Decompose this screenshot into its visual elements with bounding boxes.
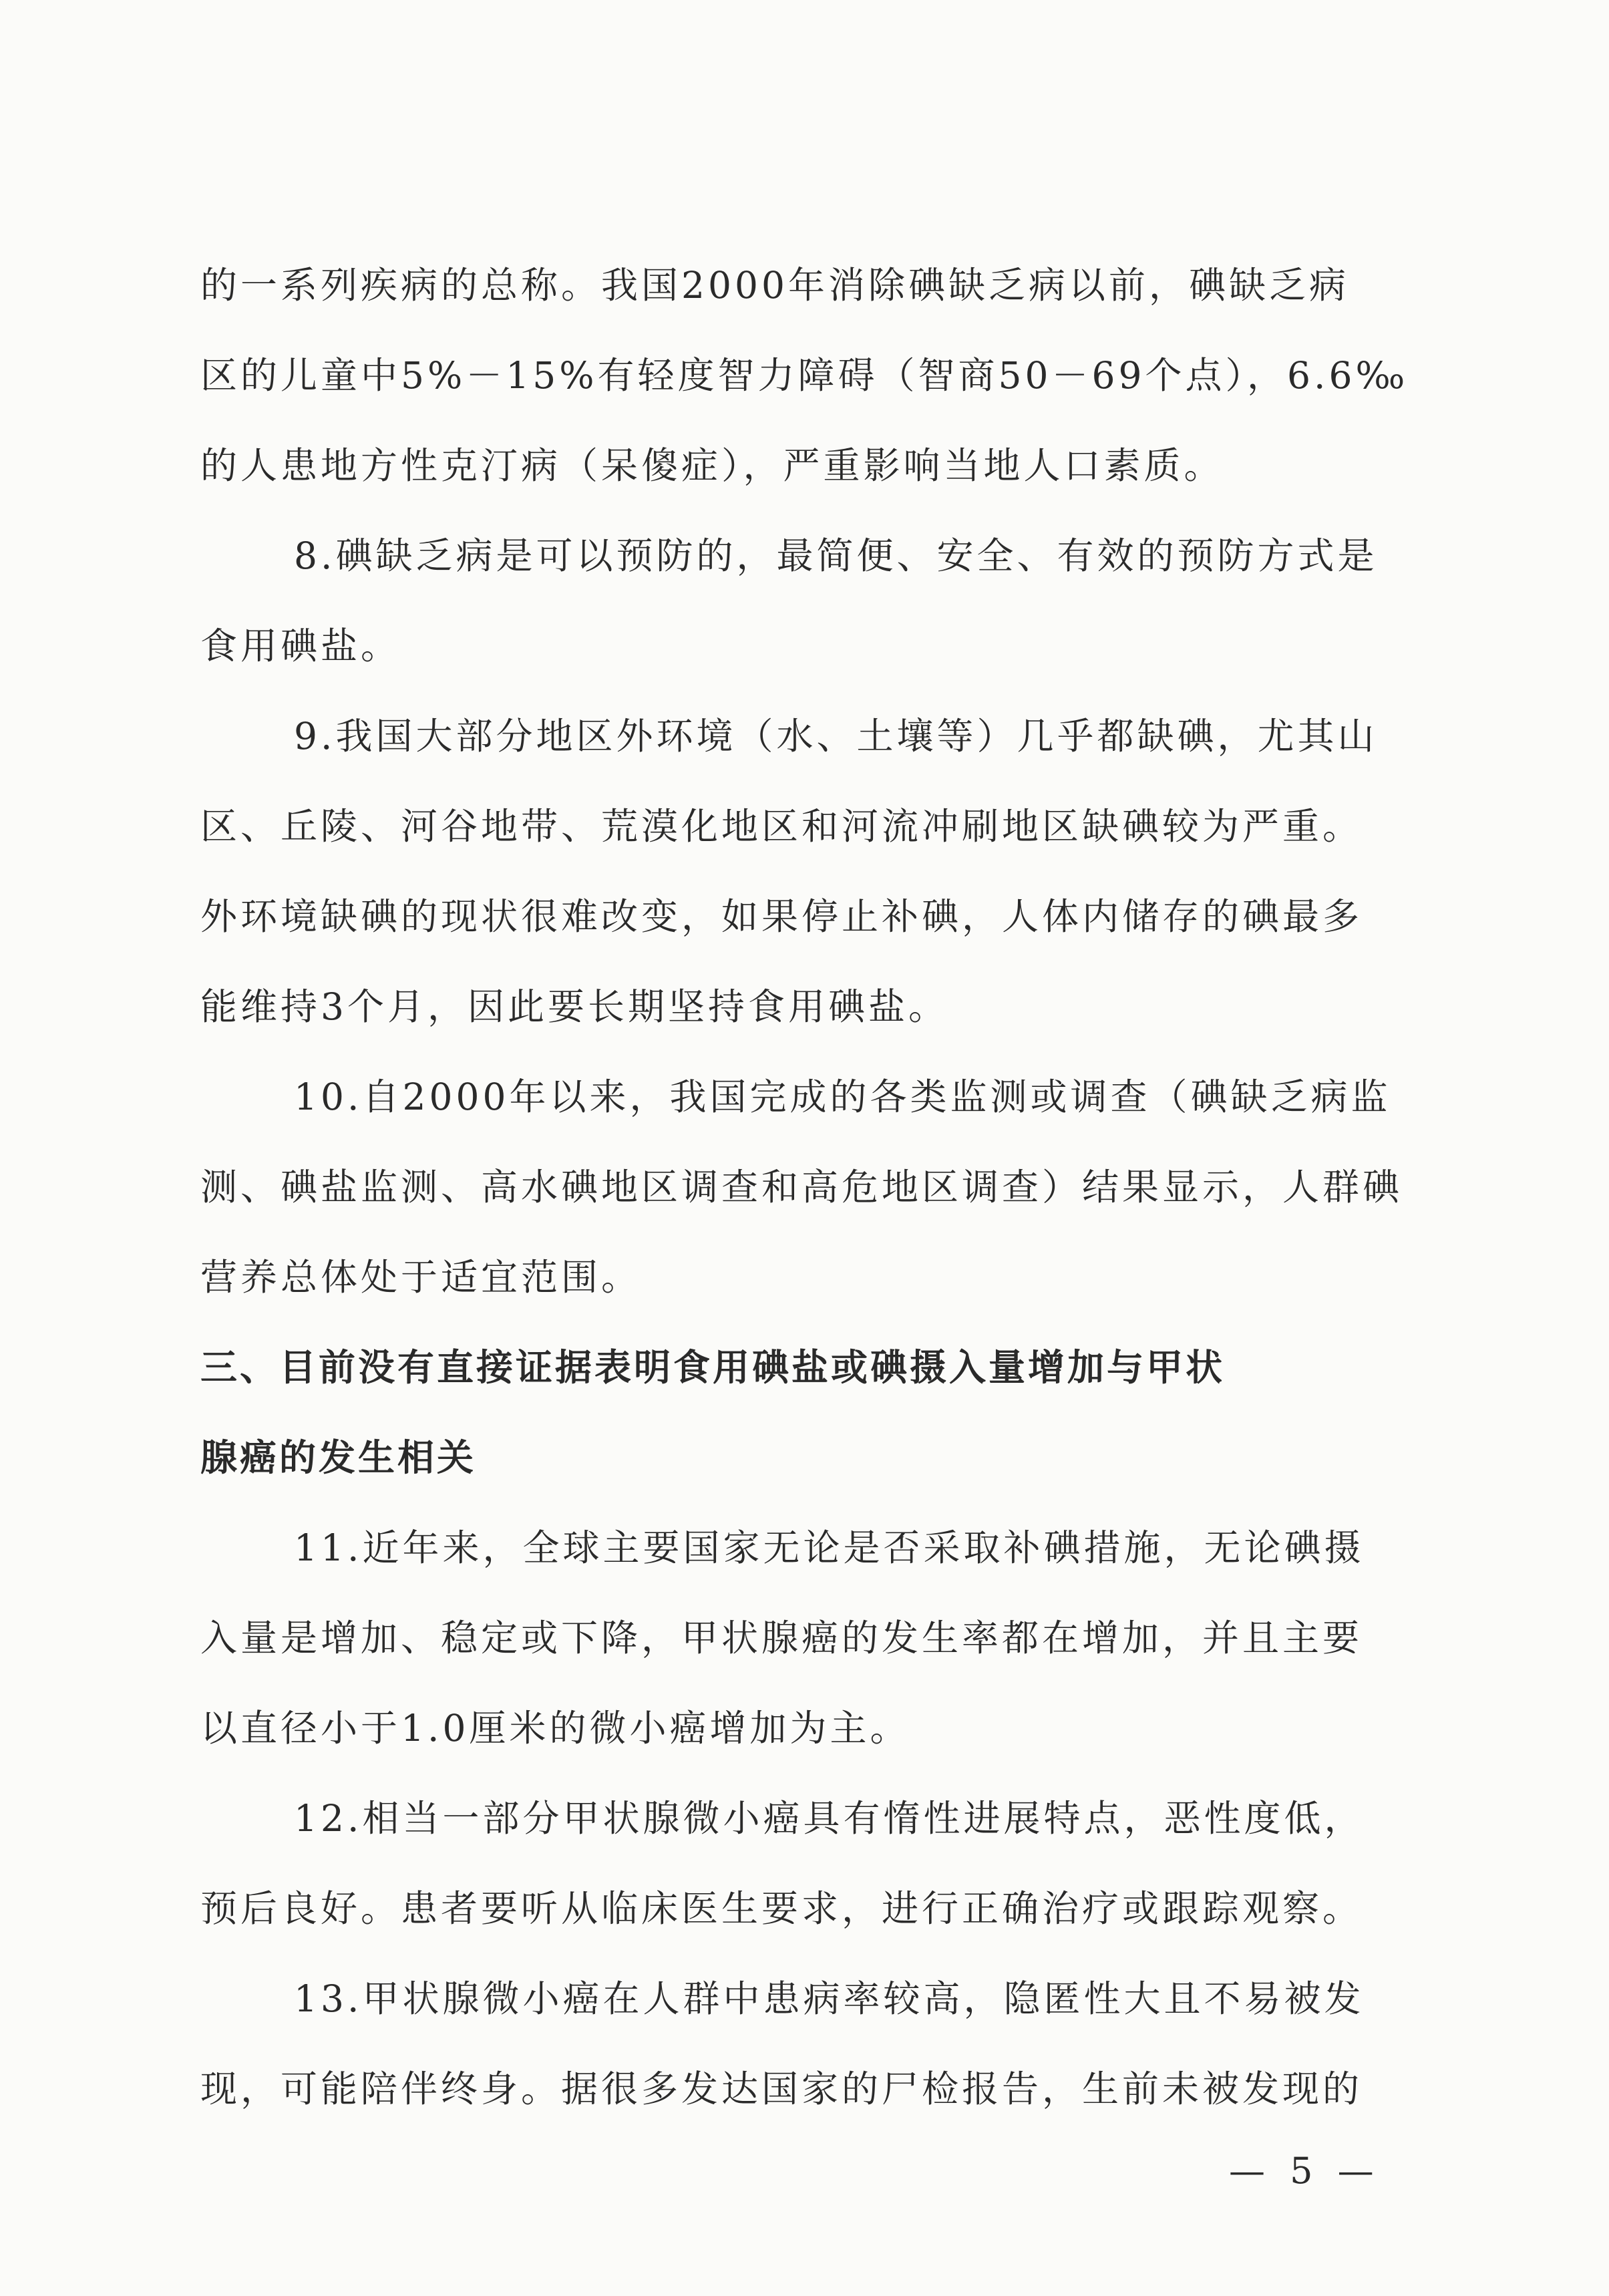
paragraph-line: 外环境缺碘的现状很难改变，如果停止补碘，人体内储存的碘最多 <box>200 895 1363 938</box>
paragraph-line: 的一系列疾病的总称。我国2000年消除碘缺乏病以前，碘缺乏病 <box>200 264 1349 307</box>
paragraph-line: 测、碘盐监测、高水碘地区调查和高危地区调查）结果显示，人群碘 <box>200 1166 1403 1208</box>
paragraph-line: 预后良好。患者要听从临床医生要求，进行正确治疗或跟踪观察。 <box>200 1887 1363 1930</box>
page-number: — 5 — <box>1229 2150 1381 2192</box>
paragraph-line: 入量是增加、稳定或下降，甲状腺癌的发生率都在增加，并且主要 <box>200 1617 1363 1659</box>
paragraph-line: 营养总体处于适宜范围。 <box>200 1256 642 1299</box>
paragraph-line: 10.自2000年以来，我国完成的各类监测或调查（碘缺乏病监 <box>294 1076 1391 1118</box>
paragraph-line: 12.相当一部分甲状腺微小癌具有惰性进展特点，恶性度低， <box>294 1797 1365 1840</box>
paragraph-line: 现，可能陪伴终身。据很多发达国家的尸检报告，生前未被发现的 <box>200 2068 1363 2110</box>
paragraph-line: 区的儿童中5%－15%有轻度智力障碍（智商50－69个点），6.6‰ <box>200 354 1409 397</box>
section-heading-line: 三、目前没有直接证据表明食用碘盐或碘摄入量增加与甲状 <box>200 1346 1226 1389</box>
paragraph-line: 9.我国大部分地区外环境（水、土壤等）几乎都缺碘，尤其山 <box>294 715 1378 758</box>
paragraph-line: 区、丘陵、河谷地带、荒漠化地区和河流冲刷地区缺碘较为严重。 <box>200 805 1363 848</box>
paragraph-line: 8.碘缺乏病是可以预防的，最简便、安全、有效的预防方式是 <box>294 534 1378 577</box>
section-heading-line: 腺癌的发生相关 <box>200 1436 477 1479</box>
paragraph-line: 的人患地方性克汀病（呆傻症），严重影响当地人口素质。 <box>200 444 1224 487</box>
paragraph-line: 能维持3个月，因此要长期坚持食用碘盐。 <box>200 985 948 1028</box>
paragraph-line: 以直径小于1.0厘米的微小癌增加为主。 <box>200 1707 910 1750</box>
paragraph-line: 11.近年来，全球主要国家无论是否采取补碘措施，无论碘摄 <box>294 1526 1365 1569</box>
paragraph-line: 食用碘盐。 <box>200 625 401 667</box>
paragraph-line: 13.甲状腺微小癌在人群中患病率较高，隐匿性大且不易被发 <box>294 1977 1365 2020</box>
